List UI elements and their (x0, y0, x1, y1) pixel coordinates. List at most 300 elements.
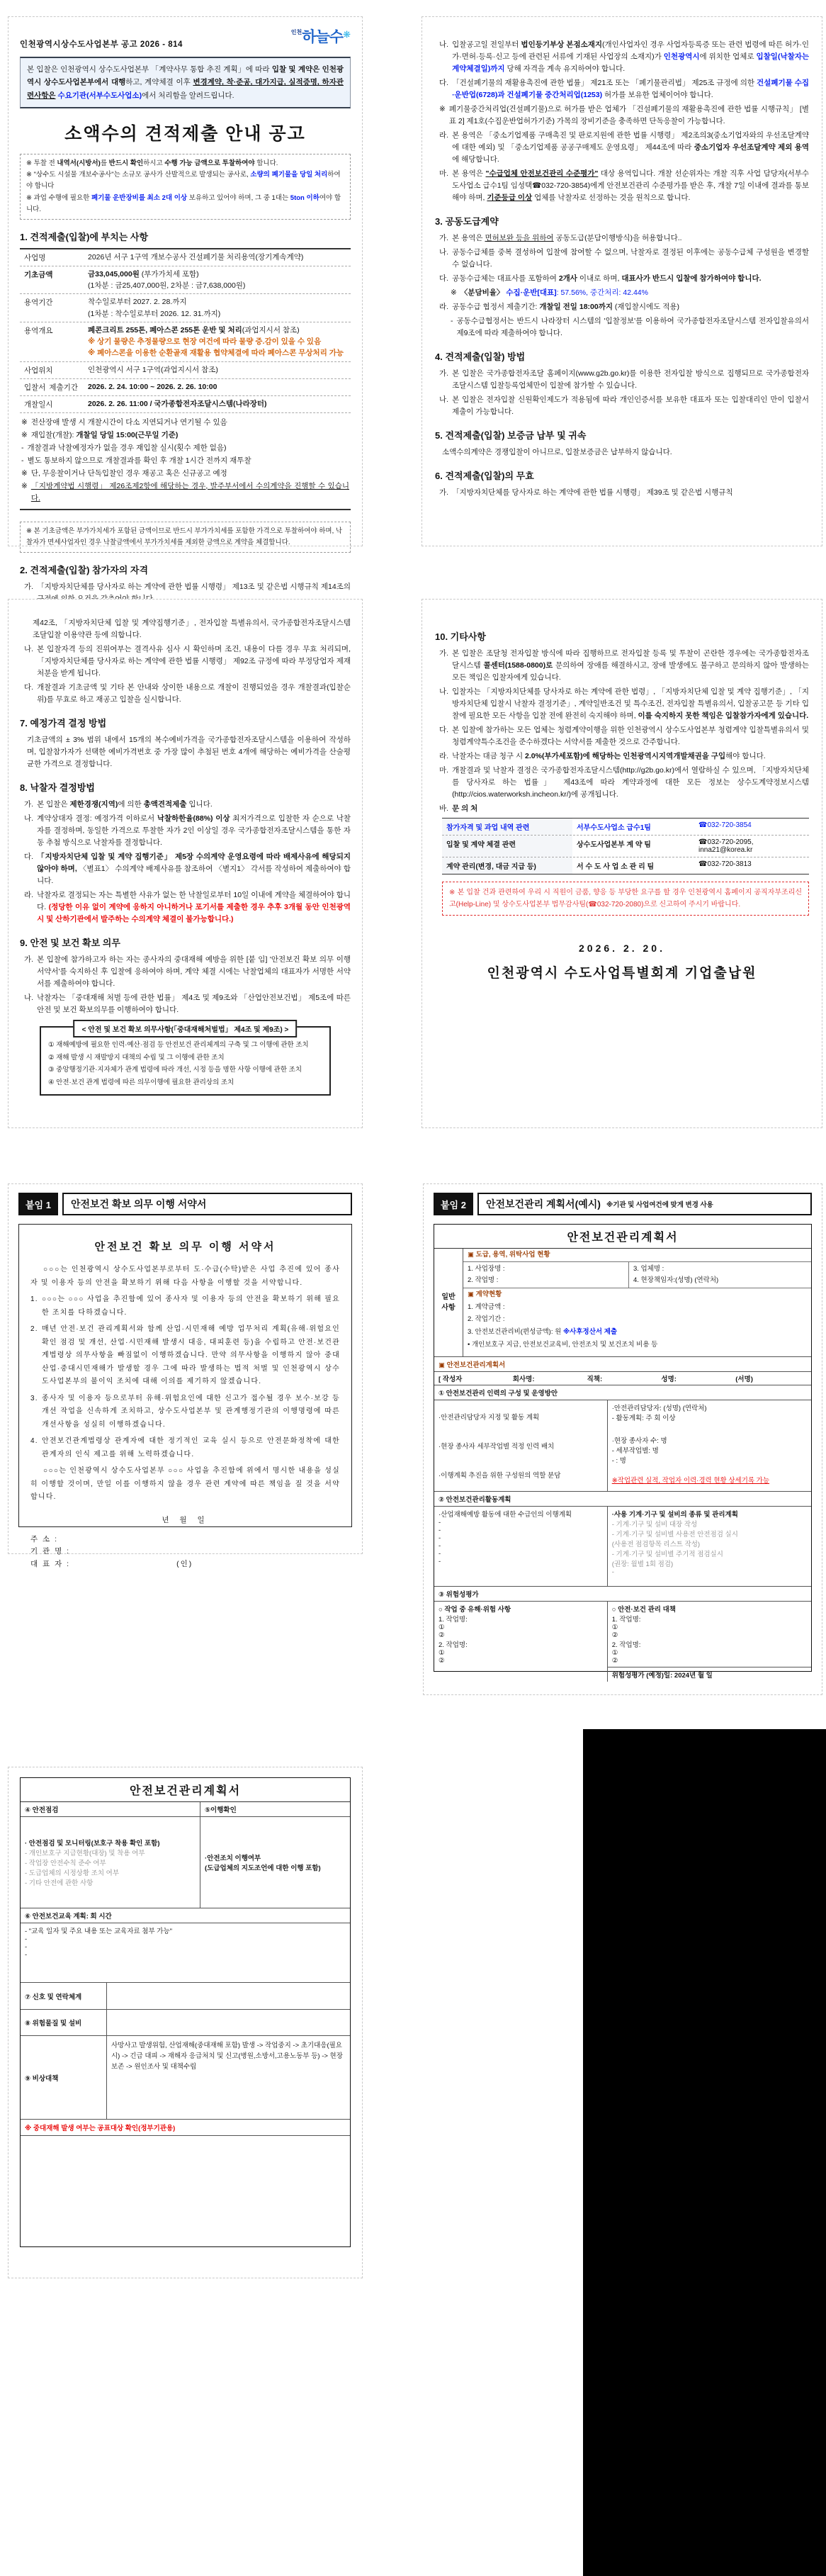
note-marker: - (21, 456, 24, 465)
text-run: 제한경쟁(지역) (69, 800, 118, 809)
writer-company: 회사명: (512, 1376, 535, 1383)
text-run: 본 입찰자격 등의 진위여부는 결격사유 심사 시 확인하며 조건, 내용이 다를 경우 무효 처리되며, 「지방자치단체를 당사자로 하는 계약에 관한 법률 시행령」 제92조 규정에 따라 부정당업자 제재 처분을 받게 됩니다. (37, 645, 351, 677)
dashed-note-box (20, 522, 351, 553)
form-list-line: ·이행계획 추진을 위한 구성원의 역할 분담 (439, 1471, 561, 1480)
text-run: 별도 통보하지 않으므로 개찰결과를 확인 후 개찰 1시간 전까지 재투찰 (27, 456, 251, 465)
row-hazmat (21, 2010, 350, 2036)
contract-status-head2: ▣ 계약현황 (468, 1290, 502, 1298)
table-value (85, 249, 351, 266)
text-run: 낙찰하한율(88%) 이상 (157, 814, 230, 823)
pledge-item-number: 4. (30, 1437, 38, 1445)
text-run: 공동수급협정서는 반드시 나라장터 시스템의 '입찰정보'를 이용하여 국가종합전자조달시스템 전자입찰유의서 제9조에 따라 제출하여야 합니다. (456, 317, 809, 337)
pledge-items (30, 1293, 340, 1461)
paragraph-body (452, 130, 809, 166)
table-value (85, 396, 351, 412)
impl-line1: ·안전조치 이행여부 (205, 1855, 261, 1862)
incheon-haneulsu-logo (291, 30, 351, 45)
paragraph-body (452, 273, 809, 285)
paragraph-marker: 나. (24, 994, 34, 1002)
text-run: 하고, 계약체결 이후 (125, 78, 193, 87)
text-run: 허가를 보유한 업체이어야 합니다. (602, 91, 713, 99)
label-text: 개찰일시 (24, 400, 53, 409)
paragraph (439, 750, 809, 763)
paragraph-body (37, 682, 351, 706)
text-run: 계약상대자 결정: 예정가격 이하로서 (37, 814, 157, 823)
project-info-grid (463, 1261, 811, 1288)
form-list-line: ① (439, 1649, 445, 1657)
paragraph-body (452, 247, 809, 271)
section3-head: ③ 위험성평가 (434, 1587, 811, 1602)
pledge-item-number: 1. (30, 1295, 38, 1303)
plan-form-title: 안전보건관리계획서 (434, 1225, 811, 1249)
text-run: 하여야 합니다 (26, 171, 341, 191)
text-run: 합니다. (254, 159, 278, 168)
contact-team: 서부수도사업소 급수1팀 (577, 824, 651, 832)
text-run: 2.0%(부가세포함)에 해당하는 인천광역시지역개발채권을 구입 (525, 752, 726, 760)
text-line (442, 446, 809, 459)
section2-right-cell (608, 1507, 811, 1586)
field-site-manager: 4. 현장책임자:(성명) (연락처) (633, 1276, 719, 1284)
form-list-line: ·안전관리담당자: (성명) (연락처) (611, 1405, 707, 1412)
attachment2-title-note: ※기관 및 사업여건에 맞게 변경 사용 (606, 1201, 713, 1209)
note-line (21, 455, 349, 467)
announcement-page-2 (422, 16, 822, 546)
paragraph-body (452, 77, 809, 101)
writer-title: 직책: (587, 1376, 603, 1383)
label-text: 용역개요 (24, 326, 53, 335)
section-heading: 3. 공동도급계약 (435, 216, 499, 227)
form-list-line: ① (611, 1624, 618, 1631)
text-run: 여야 합니다. (26, 193, 341, 213)
text-run: 입찰공고일 전일부터 (452, 40, 521, 49)
paragraph-body (452, 168, 809, 204)
safety-check-items (25, 1847, 196, 1887)
text-run: 본 입찰은 전자입찰 신원확인제도가 적용됨에 따라 개인인증서를 보유한 대표자 또는 입찰대리인 만이 입찰서 제출이 가능합니다. (452, 395, 809, 416)
plan-form-page2 (8, 1767, 363, 2278)
paragraph-marker: 라. (439, 303, 449, 311)
section2-row (434, 1507, 811, 1587)
text-run: (재입찰시에도 적용) (613, 303, 679, 311)
attachment1-title: 안전보건 확보 의무 이행 서약서 (70, 1198, 207, 1210)
snowflake-icon: ❋ (343, 29, 351, 40)
form-list-line: - (25, 1951, 28, 1959)
form-list-line: 2. 작업명: (611, 1641, 641, 1649)
table-value (85, 322, 351, 361)
paragraph-marker: 나. (24, 645, 34, 653)
paragraph-body (452, 765, 809, 801)
text-run: 2026. 2. 24. 10:00 ~ 2026. 2. 26. 10:00 (88, 382, 217, 391)
attachment2-title: 안전보건관리 계획서(예시) (485, 1198, 601, 1210)
text-run: 착수일로부터 2027. 2. 28.까지 (88, 298, 187, 307)
paragraph (24, 643, 351, 680)
spacer (20, 512, 351, 519)
attachment2-header (434, 1193, 812, 1215)
text-run: (과업지시서 참조) (242, 325, 300, 334)
text-run: 면허보완 등을 위하여 (485, 234, 554, 242)
text-run: (부가가치세 포함) (139, 269, 199, 279)
attachment1-header (18, 1193, 352, 1215)
paragraph-marker: 가. (439, 369, 449, 378)
form-list-line: ·현장 종사자 세부작업별 적정 인력 배치 (439, 1442, 555, 1451)
paragraph (439, 686, 809, 722)
pledge-box (18, 1224, 352, 1569)
note-line (21, 429, 349, 441)
paragraph-marker: 가. (24, 800, 34, 809)
pledge-seal-label: (인) (176, 1560, 193, 1569)
value-line (88, 364, 348, 376)
contact-row (442, 857, 809, 874)
text-run: 본 입찰은 (37, 800, 70, 809)
note-line (26, 158, 344, 169)
paragraph (24, 992, 351, 1016)
text-run: 중소기업자 우선조달계약 제외 용역 (694, 143, 809, 152)
paragraph-marker: 나. (439, 395, 449, 404)
note-line (21, 442, 349, 454)
text-run: 수집·운반[대표] (506, 288, 557, 297)
section-heading: 8. 낙찰자 결정방법 (20, 782, 95, 793)
pledge-representative-line (30, 1558, 340, 1571)
section3-right-cell (608, 1602, 811, 1667)
duty-item: ② 재해 발생 시 재발방지 대책의 수립 및 그 이행에 관한 조치 (48, 1053, 225, 1062)
paragraph (24, 813, 351, 849)
safety-check-title: · 안전점검 및 모니터링(보호구 착용 확인 포함) (25, 1840, 160, 1847)
note-line (26, 193, 344, 215)
section-heading: 1. 견적제출(입찰)에 부치는 사항 (20, 231, 149, 242)
field-worksite: 1. 사업장명 : (468, 1264, 505, 1273)
table-label (20, 266, 85, 294)
paragraph-body (452, 394, 809, 418)
announcement-title: 소액수의 견적제출 안내 공고 (64, 124, 306, 145)
text-run: 하시고 (143, 159, 165, 168)
form-list-line: - 도급업체의 시정상황 조치 여부 (25, 1869, 120, 1877)
section-heading: 10. 기타사항 (435, 631, 486, 642)
post-settlement-note: ※사후정산서 제출 (562, 1327, 618, 1336)
attachment1-tab: 붙임 1 (18, 1193, 58, 1215)
text-run: 입니다. (186, 800, 213, 809)
form-list-line: ② (611, 1631, 618, 1639)
field-workname: 2. 작업명 : (468, 1276, 499, 1284)
text-run: 낙찰자로 결정되는 자는 특별한 사유가 없는 한 낙찰일로부터 10일 이내에 계약을 체결하여야 합니다. (37, 891, 351, 911)
paragraph-marker: 가. (24, 582, 34, 591)
date-line: 2026. 2. 20. (579, 943, 665, 954)
paragraph (439, 724, 809, 748)
paragraph-body (452, 487, 809, 499)
text-run: 건설폐기물 수집·운반업(6728)과 건설폐기물 중간처리업(1253) (452, 79, 809, 99)
paragraph-marker: - (451, 317, 453, 325)
note-marker: - (21, 443, 24, 452)
text-run: ※ 폐아스콘을 이용한 순환골재 재활용 협약체결에 따라 폐아스콘 무상처리 가능 (88, 349, 344, 358)
text-run: 인천광역시 (663, 52, 700, 61)
text-run: 인천광역시 서구 1구역(과업지시서 참조) (88, 365, 218, 374)
text-run: 본 용역은 「중소기업제품 구매촉진 및 판로지원에 관한 법률 시행령」 제2조의3(중소기업자와의 우선조달계약에 대한 예외) 및 「중소기업제품 공공구매제도 운영요령」 제44조에 따라 (452, 131, 809, 152)
note-marker: ※ (21, 468, 28, 478)
cell-safety-check (21, 1817, 200, 1908)
text-run: 에 해당합니다. (452, 155, 499, 164)
cell-implementation (200, 1817, 350, 1908)
text-run: 전산장애 발생 시 개찰시간이 다소 지연되거나 연기될 수 있음 (30, 417, 227, 427)
text-run: 개찰일 전일 18:00까지 (539, 303, 613, 311)
pledge-item-text: 안전보건관계법령상 관계자에 대한 정기적인 교육 실시 등으로 안전문화정착에 대한 관계자의 인식 제고를 위해 노력하겠습니다. (42, 1437, 340, 1458)
text-run: 2026. 2. 26. 11:00 / 국가종합전자조달시스템(나라장터) (88, 399, 267, 408)
value-line (88, 381, 348, 393)
text-run: 입찰일(낙찰자는 계약체결일)까지 (452, 52, 810, 73)
text-run: 〈분담비율〉 (460, 288, 504, 297)
form-list-line: ② (439, 1657, 445, 1665)
form-list-line: - 기타 안전에 관한 사항 (25, 1879, 94, 1887)
label-text: 기초금액 (24, 270, 53, 279)
pledge-org-line: 기 관 명 : (30, 1547, 71, 1556)
text-run: (1차분 : 금25,407,000원, 2차분 : 금7,638,000원) (88, 281, 246, 291)
attachment1-pledge-page (8, 1183, 363, 1569)
form-list-line: - (439, 1526, 441, 1534)
duty-item: ① 재해예방에 필요한 인력·예산·점검 등 안전보건 관리체계의 구축 및 그 이행에 관한 조치 (48, 1041, 309, 1049)
paragraph-body (449, 103, 809, 128)
pledge-date-line: 년 월 일 (162, 1515, 209, 1524)
text-run: 입찰 및 계약은 인천광역시 상수도사업본부에서 대행 (27, 65, 344, 87)
table-label (20, 322, 85, 361)
text-run: 공동수급 협정서 제출기간: (452, 303, 540, 311)
contact-category: 참가자격 및 과업 내역 관련 (442, 819, 572, 835)
note-body (31, 417, 349, 429)
form-list-line: - (439, 1519, 441, 1526)
text-run: 폐기물중간처리업(건설폐기물)으로 허가를 받은 업체가 「건설폐기물의 재활용촉진에 관한 법률 시행규칙」 [별표 2] 제1호(수집운반업허가기준) 가목의 장비기준을 충족하면 단독응찰이 가능합니다. (448, 105, 809, 125)
paragraph-marker: 마. (439, 169, 449, 178)
text-run: 공동수급체를 중복 결성하여 입찰에 참여할 수 없으며, 낙찰자로 결정된 이후에는 공동수급체 구성원을 변경할 수 없습니다. (452, 248, 809, 269)
text-run: 소량의 폐기물을 당일 처리 (250, 171, 328, 179)
text-run: 본 입찰은 조달청 전자입찰 방식에 따라 집행하므로 전자입찰 등록 및 투찰이 곤란한 경우에는 국가종합전자조달시스템 (452, 649, 809, 670)
text-run: 본 입찰에 참가하고자 하는 자는 종사자의 중대재해 예방을 위한 [붙 임] '안전보건 확보 의무 이행 서약서'를 숙지하신 후 입찰에 응하여야 하며, 계약 체결 시에는 낙찰업체의 대표자가 서명한 서약서를 제출하여야 합니다. (37, 955, 351, 988)
value-line (88, 308, 348, 320)
table-row (20, 396, 351, 413)
cell-signal-contact (107, 1983, 350, 2009)
text-run: ※ 본 기초금액은 부가가치세가 포함된 금액이므로 반드시 부가가치세를 포함한 가격으로 투찰하여야 하며, 낙찰자가 면세사업자인 경우 낙찰금액에서 부가가치세를 제외한 금액으로 계약을 체결합니다. (26, 527, 343, 546)
corruption-report-box (442, 882, 809, 916)
text-run: ※ 상기 물량은 추정물량으로 현장 여건에 따라 물량 증.감이 있을 수 있음 (88, 337, 322, 347)
paragraph-body (37, 643, 351, 680)
impl-line2: (도급업체의 지도조언에 대한 이행 포함) (205, 1864, 321, 1872)
text-run: 재입찰(개찰): (30, 430, 77, 439)
paragraph (439, 487, 809, 499)
text-run: (개인사업자인 경우 사업자등록증 또는 관련 법령에 따른 허가·인가·면허·등록·신고 등에 관련된 서류에 기재된 사업장의 소재지)가 (452, 40, 809, 61)
text-run: 제42조, 「지방자치단체 입찰 및 계약집행기준」, 전자입찰 특별유의서, 국가종합전자조달시스템 조달입찰 이용약관 등에 의합니다. (33, 619, 351, 639)
note-marker: ※ (21, 417, 28, 427)
text-run: ※ 투찰 전 (26, 159, 57, 168)
text-run: 에서 처리함을 알려드립니다. (142, 91, 234, 100)
paragraph (24, 889, 351, 926)
paragraph-marker: 라. (24, 891, 34, 899)
label-text: 용역기간 (24, 298, 53, 308)
pledge-item (30, 1293, 340, 1320)
section1-right-cell (608, 1400, 811, 1491)
text-run: ※ 본 입찰 건과 관련하여 우리 시 직원이 금품, 향응 등 부당한 요구를 할 경우 인천광역시 홈페이지 공직자부조리신고(Help-Line) 및 상수도사업본부 법무감사팀(☎032-720-2080)으로 신고하여 주시기 바랍니다. (449, 889, 802, 909)
table-row (20, 266, 351, 295)
paragraph (24, 851, 351, 887)
form-list-line: - 기계·기구 및 설비 대장 작성 (611, 1521, 698, 1529)
paragraph-body (452, 368, 809, 392)
writer-label: [ 작성자 (439, 1376, 463, 1383)
form-list-line: - : 명 (611, 1457, 626, 1465)
note-body (28, 442, 350, 454)
text-run: 폐기물 운반장비를 최소 2대 이상 (91, 193, 188, 202)
value-line (88, 336, 348, 347)
text-run: 개찰결과 및 낙찰자 결정은 국가종합전자조달시스템(http://g2b.go.kr)에서 열람하실 수 있으며, 「지방자치단체를 당사자로 하는 법률」 제43조에 따라 계약과정에 대한 모든 정보는 상수도계약정보시스템(http://cios.waterworksh.incheon.kr/)에 공개됩니다. (452, 766, 809, 799)
table-row (20, 379, 351, 396)
plan-form (434, 1224, 812, 1680)
row-45-content (21, 1817, 350, 1908)
text-run: 본 용역은 (452, 234, 485, 242)
label-emergency: ⑨ 비상대책 (21, 2036, 107, 2119)
logo-big-text: 하늘수 (302, 29, 344, 45)
field-safety-cost-detail: • 개인보호구 지급, 안전보건교육비, 안전조치 및 보건조치 비용 등 (468, 1340, 658, 1349)
work-history-note: ※작업관련 실적, 작업자 이력·경력 현황 상세기록 가능 (611, 1477, 770, 1485)
pledge-intro: ○○○는 인천광역시 상수도사업본부로부터 도·수급(수탁)받은 사업 추진에 있어 종사자 및 이용자 등의 안전을 확보하기 위해 다음 사항을 이행할 것을 서약합니다. (30, 1266, 340, 1287)
note-line (26, 169, 344, 192)
label-signal-contact: ⑦ 신호 및 연락체계 (21, 1983, 107, 2009)
paragraph (439, 301, 809, 313)
pledge-item-text: ○○○는 ○○○ 사업을 추진함에 있어 종사자 및 이용자 등의 안전을 확보하기 위해 필요한 조치를 다하겠습니다. (42, 1295, 340, 1317)
info-table (20, 248, 351, 510)
contact-phone: ☎032-720-3854 (698, 821, 752, 829)
general-section-row (434, 1249, 811, 1357)
hazard-list-title: ○ 작업 중 유해·위험 사항 (439, 1606, 511, 1614)
note-line (21, 468, 349, 480)
contact-team: 상수도사업본부 계 약 팀 (577, 841, 651, 849)
value-line (88, 252, 348, 263)
text-run: 반드시 확인 (108, 159, 144, 168)
contact-category: 계약 관리(변경, 대금 지급 등) (442, 857, 572, 874)
issuer-line: 인천광역시 수도사업특별회계 기업출납원 (487, 966, 757, 981)
text-run: 본 입찰은 국가종합전자조달 홈페이지(www.g2b.go.kr)를 이용한 전자입찰 방식으로 집행되므로 국가종합전자조달시스템 입찰등록업체만이 입찰에 참가할 수 있습니다. (452, 369, 809, 390)
text-run: 소액수의계약은 경쟁입찰이 아니므로, 입찰보증금은 납부하지 않습니다. (442, 448, 672, 456)
form-list-line: - (25, 1943, 28, 1951)
form-list-line: 1. 작업명: (439, 1616, 468, 1624)
text-line (33, 617, 351, 641)
spacer (435, 609, 809, 619)
table-label (20, 294, 85, 322)
paragraph-marker: 가. (439, 234, 449, 242)
pledge-address-line: 주 소 : (30, 1534, 59, 1543)
text-run: 「건설폐기물의 재활용촉진에 관한 법률」 제21조 또는 「폐기물관리법」 제25조 규정에 의한 (452, 79, 757, 87)
form-list-line: ① (611, 1649, 618, 1657)
plan-section-head: ▣ 안전보건관리계획서 (434, 1357, 811, 1372)
form-list-line: ① (439, 1624, 445, 1631)
form-list-line: - (439, 1542, 441, 1550)
paragraph-marker: 다. (439, 79, 449, 87)
note-body (31, 429, 349, 441)
value-line (88, 398, 348, 410)
text-line (27, 734, 351, 770)
text-run: 당해 자격을 계속 유지하여야 합니다. (504, 64, 626, 73)
note-line (21, 417, 349, 429)
duty-item: ④ 안전·보건 관계 법령에 따른 의무이행에 필요한 관리상의 조치 (48, 1078, 234, 1086)
paragraph-marker: ※ (439, 105, 446, 113)
value-line (88, 280, 348, 291)
text-run: 낙찰자는 「중대재해 처벌 등에 관한 법률」 제4조 및 제9조와 「산업안전보건법」 제5조에 따른 안전 및 보건 확보의무를 이행하여야 합니다. (37, 994, 351, 1014)
redacted-black-area (583, 1729, 826, 2576)
value-line (88, 269, 348, 280)
paragraph-body (460, 287, 809, 299)
paragraph (24, 954, 351, 990)
section1-left-cell (434, 1400, 608, 1491)
pledge-outro: ○○○는 인천광역시 상수도사업본부 ○○○ 사업을 추진함에 위에서 명시한 내용을 성실히 이행할 것이며, 만일 이를 이행하지 않을 경우 관련 계약에 따른 책임을 질 것을 서약합니다. (30, 1467, 340, 1501)
section3-row (434, 1602, 811, 1682)
paragraph-marker: ※ (451, 288, 457, 297)
text-run: 문의하여 장애를 해결하시고, 장애 발생에도 불구하고 문의하지 않아 발생하는 모든 책임은 입찰자에게 있습니다. (452, 661, 809, 682)
text-run: 단, 무응찰이거나 단독입찰인 경우 재공고 혹은 신규공고 예정 (30, 468, 227, 478)
section-heading: 6. 견적제출(입찰)의 무효 (435, 471, 534, 481)
contact-phone: ☎032-720-3813 (698, 860, 752, 868)
paragraph-body (452, 803, 809, 815)
section3-left-cell (434, 1602, 608, 1682)
text-run: 기준등급 이상 (487, 193, 533, 202)
form-list-line: - (439, 1558, 441, 1565)
paragraph-marker: 라. (439, 752, 449, 760)
table-value (85, 294, 351, 322)
table-row (20, 362, 351, 379)
text-run: 「지방자치단체를 당사자로 하는 계약에 관한 법률 시행령」 제13조 및 같은법 시행규칙 제14조의 (37, 582, 351, 591)
text-run: 본 입찰에 참가하는 모든 업체는 청렴계약이행을 위한 인천광역시 상수도사업본부 청렴계약 입찰특별유의서 및 청렴계약특수조건을 준수하겠다는 서약서를 제출한 것으로 간주합니다. (452, 726, 809, 746)
pledge-item (30, 1435, 340, 1461)
section-heading: 9. 안전 및 보건 확보 의무 (20, 938, 120, 948)
value-line (88, 296, 348, 308)
attachment2-tab: 붙임 2 (434, 1193, 473, 1215)
pledge-item (30, 1393, 340, 1432)
note-marker: ※ (21, 430, 28, 439)
table-label (20, 379, 85, 395)
contract-status-head1: ▣ 도급, 용역, 위탁사업 현황 (468, 1251, 550, 1259)
form-list-line: 1. 작업명: (611, 1616, 641, 1624)
text-run: "수급업체 안전보건관리 수준평가" (485, 169, 599, 178)
form-list-line: - 기계·기구 및 설비별 주기적 점검실시 (611, 1551, 723, 1558)
measure-list-title: ○ 안전·보건 관리 대책 (611, 1606, 676, 1614)
text-run: 수요기관(서부수도사업소) (57, 91, 142, 100)
contact-row (442, 836, 809, 857)
text-run: 개찰결과 낙찰예정자가 없을 경우 재입찰 실시(횟수 제한 없음) (27, 443, 227, 452)
pledge-item-text: 매년 안전·보건 관리계획서와 함께 산업·시민재해 예방 업무처리 계획(유해·위험요인 확인 점검 및 개선, 산업·시민재해 발생시 대응, 대피훈련 등)을 수립하고 안전·보건관계법령상 의무사항을 빠짐없이 이행하겠습니다. 만약 의무사항을 이행하지 않아 중대산업·중대시민재해가 발생할 경우 그에 따라 발생하는 법적 처벌 및 인천광역시 상수도사업본부의 불이익 조치에 대해 이의를 제기하지 않겠습니다. (42, 1325, 340, 1385)
paragraph-body (37, 799, 351, 811)
spacer (20, 609, 351, 615)
head-implementation-check: ⑤이행확인 (205, 1806, 237, 1814)
paragraph-marker: 라. (439, 131, 449, 140)
note-marker: ※ (21, 481, 28, 490)
paragraph (439, 803, 809, 815)
duty-item: ③ 중앙행정기관·지자체가 관계 법령에 따라 개선, 시정 등을 명한 사항 이행에 관한 조치 (48, 1066, 302, 1074)
paragraph (439, 232, 809, 244)
field-contract-amount: 1. 계약금액 : (468, 1303, 505, 1311)
table-label (20, 362, 85, 378)
text-run: 5ton 이하 (290, 193, 319, 202)
paragraph-marker: 바. (439, 804, 449, 813)
form-list-line: - "교육 일자 및 주요 내용 또는 교육자료 첨부 가능" (25, 1928, 173, 1935)
pledge-item-text: 종사자 및 이용자 등으로부터 유해·위험요인에 대한 신고가 접수될 경우 보수·보강 등 개선 작업을 신속하게 조치하고, 상수도사업본부 및 관계행정기관의 이행명령에 따른 개선사항을 성실히 이행하겠습니다. (42, 1394, 340, 1429)
text-run: 공동수급체는 대표사를 포함하여 (452, 274, 559, 283)
section-heading: 2. 견적제출(입찰) 참가자의 자격 (20, 564, 149, 575)
form-list-line: (권장: 월별 1회 점검) (611, 1560, 674, 1568)
cell-emergency: 사망사고 발생위험, 산업재해(중대재해 포함) 발생 -> 작업중지 -> 초기대응(필요시) -> 긴급 대피 -> 재해자 응급처치 및 신고(병원,소방서,고용노동부 등) -> 현장보존 -> 원인조사 및 대책수립 (111, 2042, 343, 2071)
label-text: 입찰서 제출기간 (24, 383, 78, 392)
machinery-plan-title: ·사용 기계·기구 및 설비의 종류 및 관리계획 (611, 1511, 738, 1519)
field-company: 3. 업체명 : (633, 1264, 664, 1273)
page-header (20, 30, 351, 50)
paragraph (439, 130, 809, 166)
paragraph-marker: 가. (24, 955, 34, 964)
section-heading: 5. 견적제출(입찰) 보증금 납부 및 귀속 (435, 430, 587, 441)
text-run: 기초금액의 ± 3% 범위 내에서 15개의 복수예비가격을 국가종합전자조달시스템을 이용하여 작성하며, 입찰참가자가 선택한 예비가격번호 중 가장 많이 추첨된 번호 4개에 해당하는 예비가격을 산술평균한 가격으로 결정합니다. (27, 736, 351, 768)
value-line (88, 325, 348, 336)
text-run: 본 용역은 (452, 169, 486, 178)
plan-form2 (20, 1777, 351, 2247)
note-line (26, 526, 344, 549)
